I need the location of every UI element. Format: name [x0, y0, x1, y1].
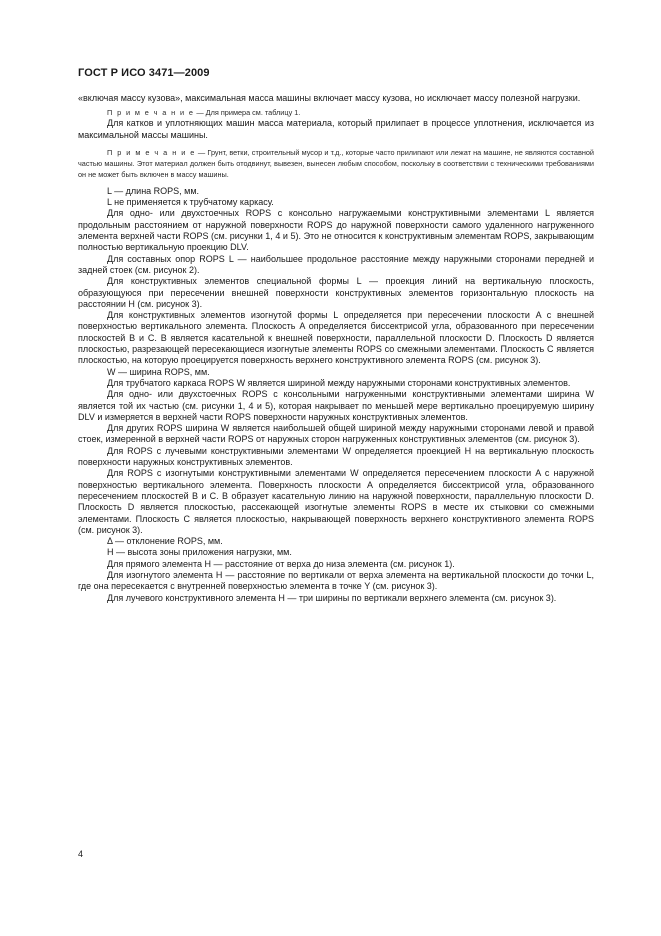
paragraph: Для катков и уплотняющих машин масса материала, который прилипает в процессе уплотнения, исключается из максимальной массы машины.	[78, 118, 594, 140]
paragraph: Для конструктивных элементов специальной формы L — проекция линий на вертикальную плоскость, образующуюся при пересечении внешней поверхности конструктивных элементов горизонтальную плоскость на расстоянии H (см. рисунок 3).	[78, 276, 594, 309]
paragraph: Для других ROPS ширина W является наибольшей общей шириной между наружными сторонами левой и правой стоек, измеренной в верхней части ROPS от наружных сторон нагруженных конструктивных элементов (см. рисунок 3).	[78, 423, 594, 445]
paragraph: Для конструктивных элементов изогнутой формы L определяется при пересечении плоскости A с внешней поверхностью вертикального элемента. Плоскость A определяется биссектрисой угла, образованного при пересечении плоскостей B и C. B является касательной к внешней поверхности, параллельной плоскости D. Плоскость D является плоскостью, разрезающей пересекающиеся изогнутые элементы ROPS со смежными элементами. Плоскость C является плоскостью, на которую проецируется поверхность верхнего конструктивного элемента ROPS (см. рисунок 3).	[78, 310, 594, 366]
note-text: — Для примера см. таблицу 1.	[194, 108, 301, 118]
paragraph: W — ширина ROPS, мм.	[107, 366, 210, 377]
note	[78, 107, 594, 118]
note-label: П р и м е ч а н и е	[107, 108, 195, 118]
paragraph: Для лучевого конструктивного элемента H — три ширины по вертикали верхнего элемента (см. рисунок 3).	[107, 592, 557, 603]
page-body	[78, 93, 594, 604]
paragraph: Для ROPS с лучевыми конструктивными элементами W определяется проекцией H на вертикальную плоскость поверхности наружных конструктивных элементов.	[78, 445, 594, 468]
page-number: 4	[78, 849, 84, 859]
paragraph: Для составных опор ROPS L — наибольшее продольное расстояние между наружными сторонами передней и задней стоек (см. рисунок 2).	[78, 253, 594, 275]
paragraph: L — длина ROPS, мм.	[107, 185, 200, 196]
paragraph: Для прямого элемента H — расстояние от верха до низа элемента (см. рисунок 1).	[107, 558, 455, 569]
note-label: П р и м е ч а н и е	[107, 147, 196, 157]
paragraph: Для одно- или двухстоечных ROPS с консольными нагруженными конструктивными элементами ширина W является той их частью (см. рисунки 1, 4 и 5), которая накрывает по меньшей мере вертикально проецируемую ширину DLV и измеряется в верхней части ROPS поверхности наружных конструктивных элементов.	[78, 389, 594, 422]
paragraph: Для одно- или двухстоечных ROPS с консольно нагружаемыми конструктивными элементами L является продольным расстоянием от наружной поверхности ROPS до наружной поверхности самого удаленного нагруженного элемента верхней части ROPS (см. рисунки 1, 4 и 5). Это не относится к конструктивным элементам ROPS, закрывающим полностью вертикальную проекцию DLV.	[78, 208, 594, 253]
paragraph: Для изогнутого элемента H — расстояние по вертикали от верха элемента на вертикальной плоскости до точки L, где она пересекается с внутренней поверхностью элемента в точке Y (см. рисунок 3).	[78, 569, 594, 592]
document-header: ГОСТ Р ИСО 3471—2009	[78, 67, 210, 79]
note	[78, 147, 594, 180]
paragraph: Для ROPS с изогнутыми конструктивными элементами W определяется пересечением плоскости A с наружной поверхностью вертикального элемента. Поверхность плоскости A определяется биссектрисой угла, образованного пересечением плоскостей B и C. B образует касательную линию на наружной поверхности, параллельную плоскости D. Плоскость D является плоскостью, рассекающей изогнутые элементы ROPS в месте их стыковки со смежными элементами. Плоскость C является плоскостью, накрывающей поверхность верхнего конструктивного элемента ROPS (см. рисунок 3).	[78, 468, 594, 535]
paragraph: Δ — отклонение ROPS, мм.	[107, 536, 223, 547]
note-text: — Грунт, ветки, строительный мусор и т.д., которые часто прилипают или лежат на машине, не являются составной частью машины. Этот материал должен быть отодвинут, вывезен, вынесен любым способом, поскольку в соответствии с техническими требованиями он не может быть включен в массу машины.	[78, 147, 594, 179]
paragraph: L не применяется к трубчатому каркасу.	[107, 197, 274, 208]
paragraph: Для трубчатого каркаса ROPS W является шириной между наружными сторонами конструктивных элементов.	[107, 377, 571, 388]
paragraph: H — высота зоны приложения нагрузки, мм.	[107, 547, 292, 558]
paragraph: «включая массу кузова», максимальная масса машины включает массу кузова, но исключает массу полезной нагрузки.	[78, 93, 581, 103]
